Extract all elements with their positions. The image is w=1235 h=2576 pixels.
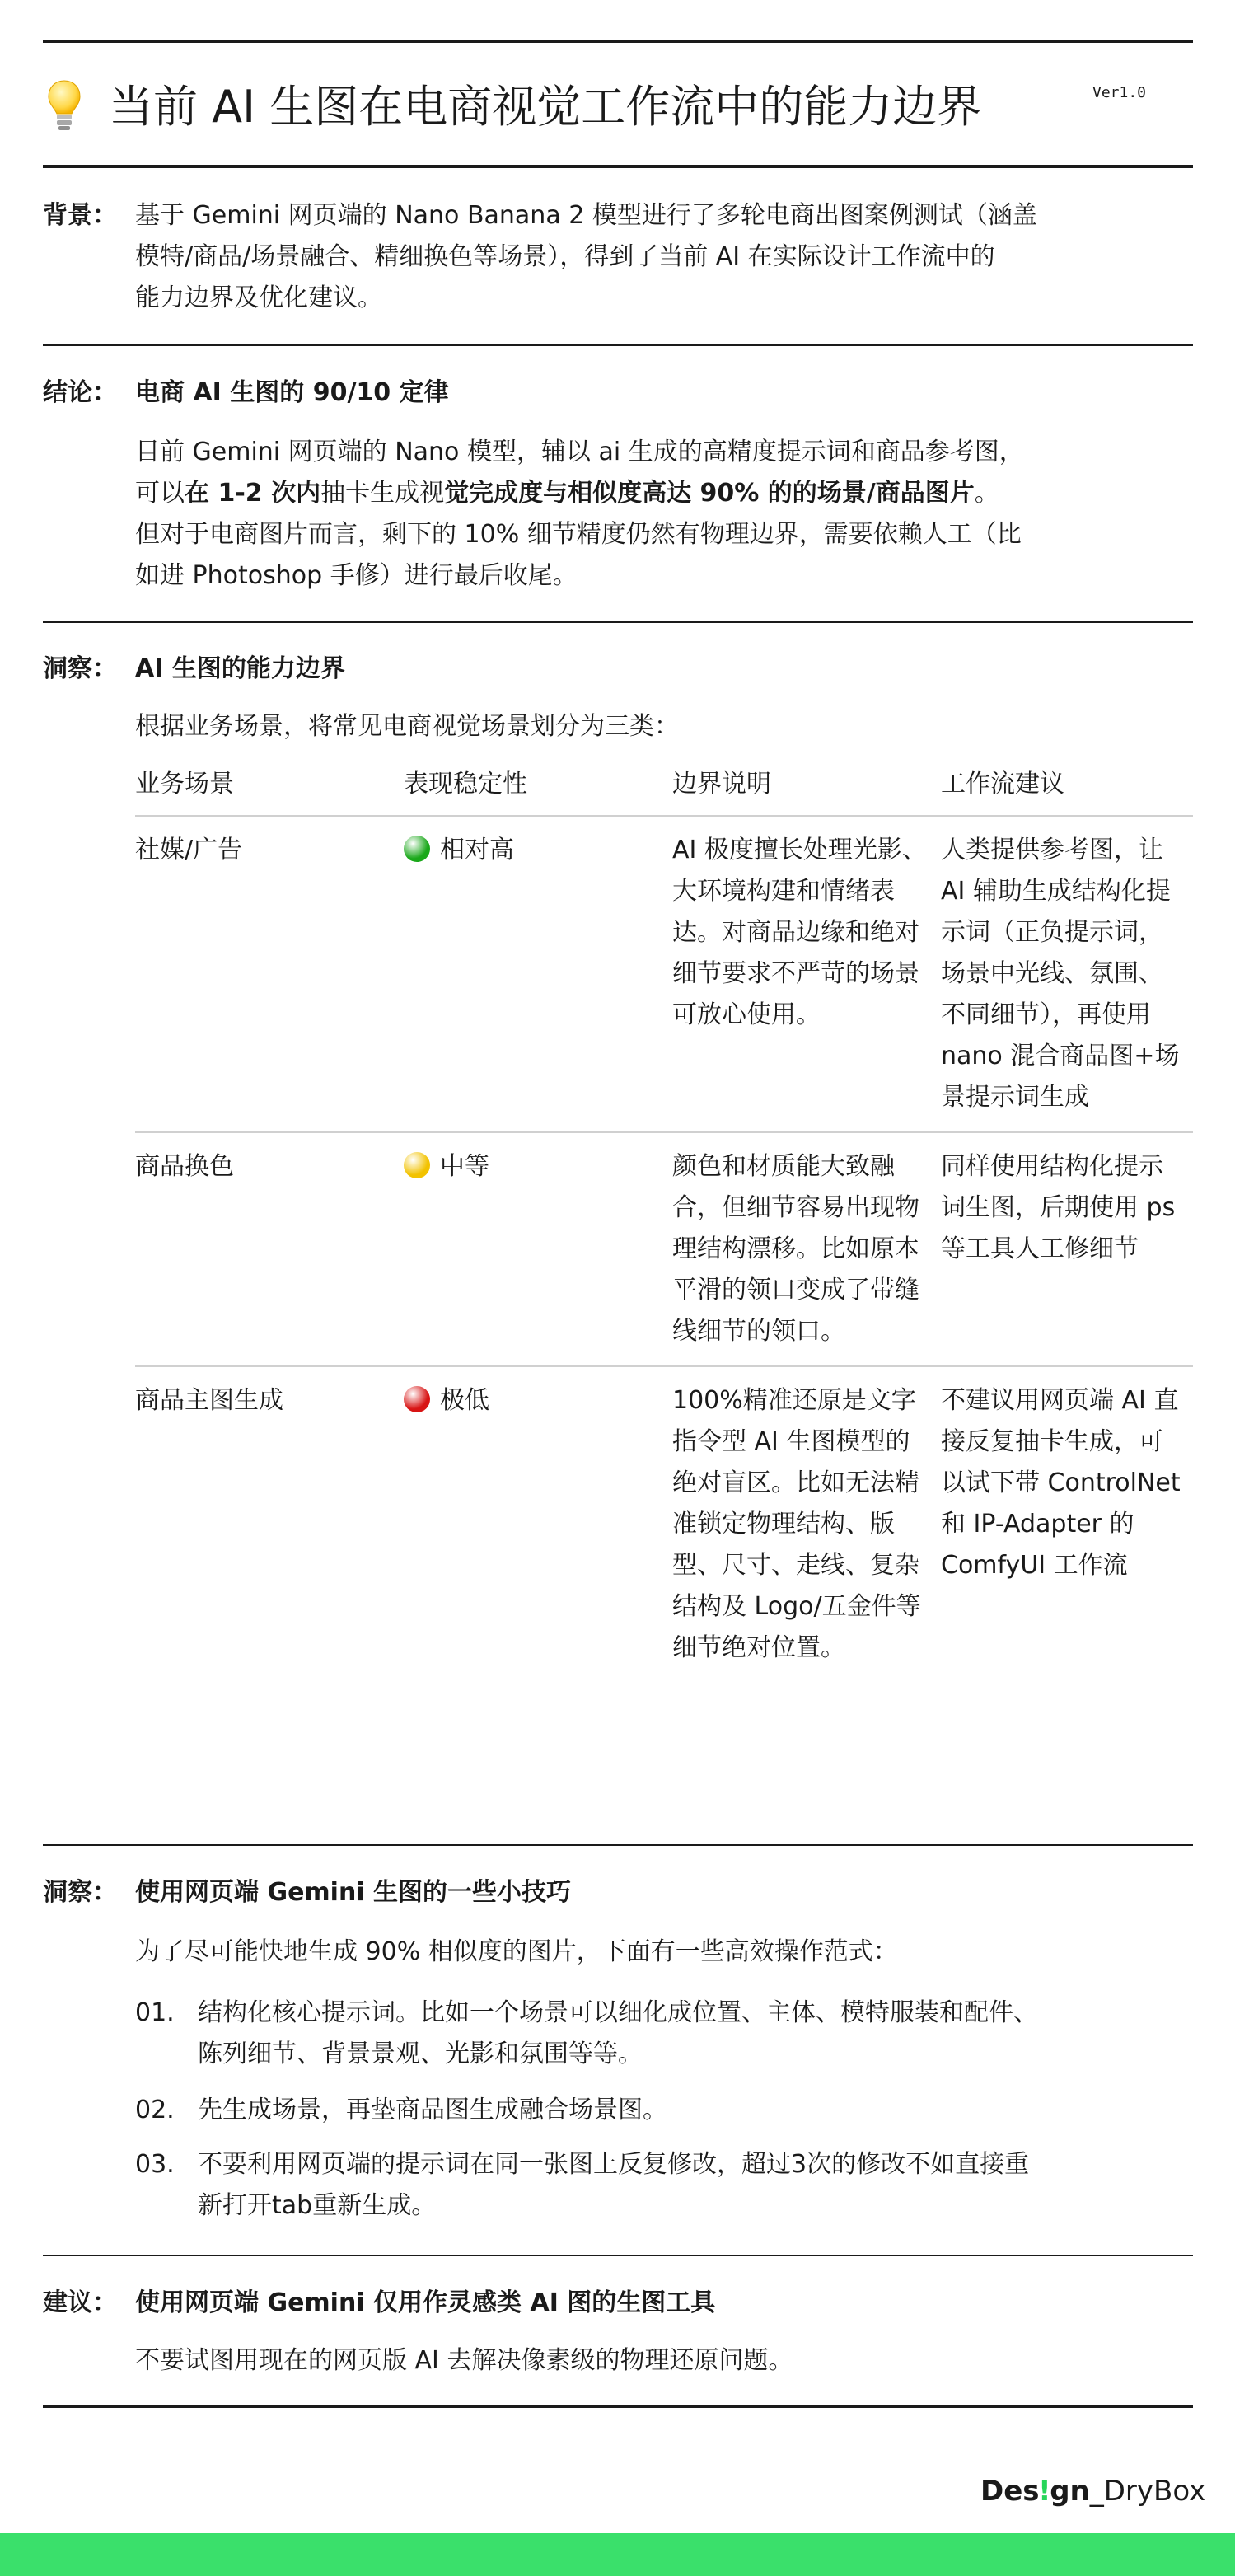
conclusion-label: 结论： bbox=[43, 378, 117, 407]
advice-cell: 同样使用结构化提示词生图，后期使用 ps 等工具人工修细节 bbox=[941, 1132, 1193, 1366]
conclusion-line-2: 可以在 1-2 次内抽卡生成视觉完成度与相似度高达 90% 的的场景/商品图片。 bbox=[135, 479, 999, 508]
insight-boundary-section bbox=[43, 649, 1193, 1827]
conclusion-line-4: 如进 Photoshop 手修）进行最后收尾。 bbox=[135, 561, 578, 590]
suggestion-text: 不要试图用现在的网页版 AI 去解决像素级的物理还原问题。 bbox=[135, 2346, 793, 2375]
tip-line: 先生成场景，再垫商品图生成融合场景图。 bbox=[198, 2096, 667, 2124]
scene-cell: 商品换色 bbox=[135, 1132, 404, 1366]
status-dot-icon bbox=[404, 1152, 430, 1178]
capability-table bbox=[135, 764, 1193, 1682]
divider bbox=[43, 2255, 1193, 2256]
divider bbox=[43, 621, 1193, 623]
conclusion-highlight-1: 在 1-2 次内 bbox=[185, 479, 321, 508]
background-line-2: 模特/商品/场景融合、精细换色等场景），得到了当前 AI 在实际设计工作流中的 bbox=[135, 242, 995, 271]
column-header-advice: 工作流建议 bbox=[941, 764, 1193, 816]
table-row bbox=[135, 816, 1193, 1132]
list-number: 03. bbox=[135, 2150, 175, 2179]
background-section bbox=[43, 195, 1193, 327]
insight-heading: AI 生图的能力边界 bbox=[135, 654, 345, 683]
advice-cell: 不建议用网页端 AI 直接反复抽卡生成，可以试下带 ControlNet 和 IP-Adapter 的 ComfyUI 工作流 bbox=[941, 1386, 1181, 1580]
footer-accent-bar bbox=[0, 2533, 1235, 2576]
stability-cell: 极低 bbox=[404, 1366, 672, 1682]
divider bbox=[43, 344, 1193, 346]
background-label: 背景： bbox=[43, 201, 117, 230]
page-title: 当前 AI 生图在电商视觉工作流中的能力边界 bbox=[109, 81, 982, 133]
insight-label: 洞察： bbox=[43, 654, 117, 683]
brand-logo: Desǃgn_DryBox bbox=[980, 2475, 1206, 2508]
insight-heading: 使用网页端 Gemini 生图的一些小技巧 bbox=[135, 1878, 572, 1907]
status-dot-icon bbox=[404, 836, 430, 862]
boundary-cell: AI 极度擅长处理光影、大环境构建和情绪表达。对商品边缘和绝对细节要求不严苛的场景可放心使用。 bbox=[672, 816, 941, 1132]
list-item bbox=[135, 1993, 1193, 2075]
background-line-3: 能力边界及优化建议。 bbox=[135, 283, 382, 312]
tip-line: 不要利用网页端的提示词在同一张图上反复修改，超过3次的修改不如直接重 bbox=[198, 2150, 1030, 2179]
title-row bbox=[43, 64, 1193, 155]
column-header-stability: 表现稳定性 bbox=[404, 764, 672, 816]
insight-tips-section bbox=[43, 1872, 1193, 2235]
status-dot-icon bbox=[404, 1386, 430, 1412]
top-rule bbox=[43, 40, 1193, 43]
conclusion-heading: 电商 AI 生图的 90/10 定律 bbox=[135, 378, 449, 407]
table-header-row bbox=[135, 764, 1193, 816]
conclusion-line-1: 目前 Gemini 网页端的 Nano 模型，辅以 ai 生成的高精度提示词和商品参考图， bbox=[135, 438, 1024, 466]
table-row bbox=[135, 1132, 1193, 1366]
stability-cell: 中等 bbox=[404, 1132, 672, 1366]
boundary-cell: 100%精准还原是文字指令型 AI 生图模型的绝对盲区。比如无法精准锁定物理结构、版型、尺寸、走线、复杂结构及 Logo/五金件等细节绝对位置。 bbox=[672, 1386, 921, 1662]
suggestion-label: 建议： bbox=[43, 2288, 117, 2317]
suggestion-heading: 使用网页端 Gemini 仅用作灵感类 AI 图的生图工具 bbox=[135, 2288, 716, 2317]
insight-label: 洞察： bbox=[43, 1878, 117, 1907]
background-line-1: 基于 Gemini 网页端的 Nano Banana 2 模型进行了多轮电商出图案例测试（涵盖 bbox=[135, 201, 1037, 230]
tip-line: 陈列细节、背景景观、光影和氛围等等。 bbox=[198, 2040, 643, 2068]
list-number: 02. bbox=[135, 2096, 175, 2124]
bottom-rule bbox=[43, 2405, 1193, 2408]
tip-line: 新打开tab重新生成。 bbox=[198, 2191, 437, 2220]
table-row bbox=[135, 1366, 1193, 1682]
tip-line: 结构化核心提示词。比如一个场景可以细化成位置、主体、模特服装和配件、 bbox=[198, 1998, 1038, 2027]
suggestion-section bbox=[43, 2283, 1193, 2390]
conclusion-section bbox=[43, 372, 1193, 611]
scene-cell: 商品主图生成 bbox=[135, 1386, 283, 1415]
column-header-boundary: 边界说明 bbox=[672, 764, 941, 816]
insight-intro: 为了尽可能快地生成 90% 相似度的图片，下面有一些高效操作范式： bbox=[135, 1937, 898, 1966]
divider bbox=[43, 1844, 1193, 1846]
stability-cell: 相对高 bbox=[404, 816, 672, 1132]
conclusion-highlight-2: 觉完成度与相似度高达 90% 的的场景/商品图片 bbox=[444, 479, 975, 508]
boundary-cell: 颜色和材质能大致融合，但细节容易出现物理结构漂移。比如原本平滑的领口变成了带缝线细节的领口。 bbox=[672, 1132, 941, 1366]
conclusion-line-3: 但对于电商图片而言，剩下的 10% 细节精度仍然有物理边界，需要依赖人工（比 bbox=[135, 520, 1022, 549]
version-label: Ver1.0 bbox=[1092, 84, 1147, 101]
column-header-scene: 业务场景 bbox=[135, 764, 404, 816]
advice-cell: 人类提供参考图，让 AI 辅助生成结构化提示词（正负提示词，场景中光线、氛围、不同细节），再使用 nano 混合商品图+场景提示词生成 bbox=[941, 816, 1193, 1132]
list-item bbox=[135, 2144, 1193, 2227]
title-rule bbox=[43, 165, 1193, 168]
lightbulb-icon bbox=[48, 79, 81, 137]
list-item bbox=[135, 2090, 1193, 2131]
scene-cell: 社媒/广告 bbox=[135, 816, 404, 1132]
insight-intro: 根据业务场景，将常见电商视觉场景划分为三类： bbox=[135, 712, 679, 741]
list-number: 01. bbox=[135, 1998, 175, 2027]
